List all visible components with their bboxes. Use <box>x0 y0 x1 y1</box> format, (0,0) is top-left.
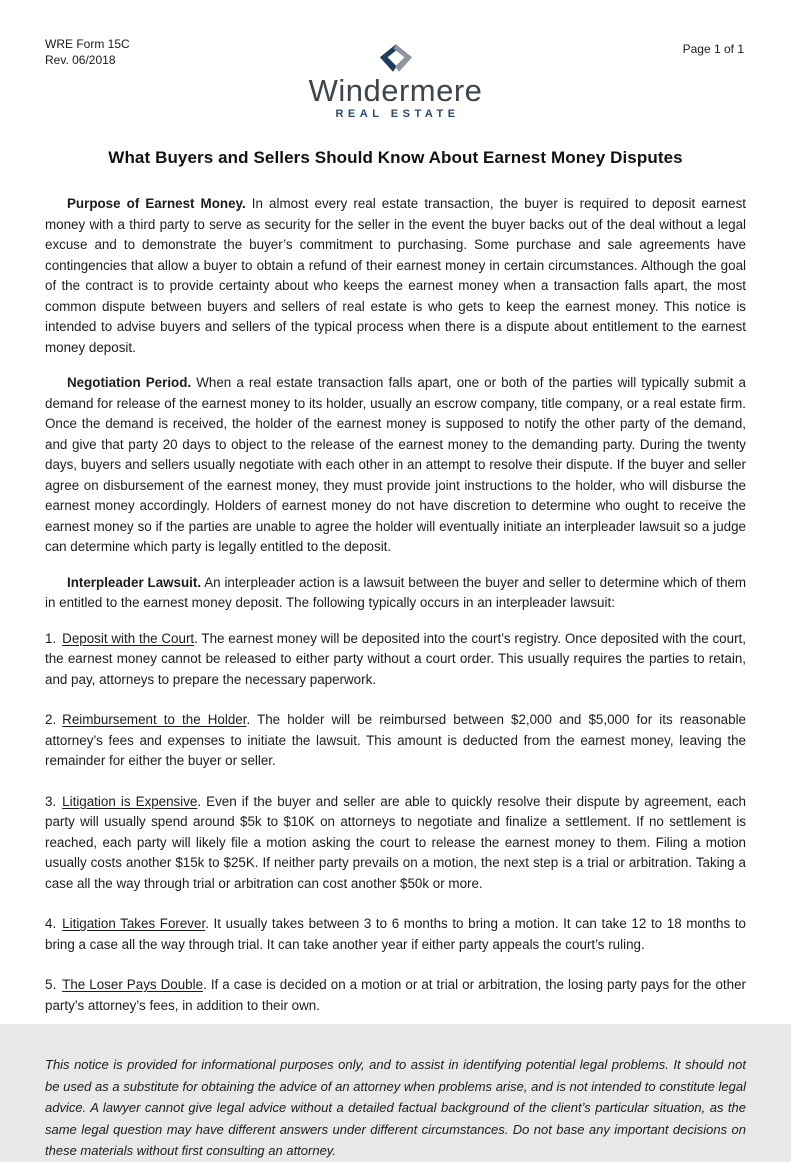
logo-brand-name: Windermere <box>308 73 483 108</box>
paragraph-negotiation-period <box>45 373 746 558</box>
paragraph-lead: Negotiation Period. <box>67 375 192 390</box>
paragraph-text: In almost every real estate transaction, the buyer is required to deposit earnest money with a third party to serve as security for the seller in the event the buyer backs out of the deal without a legal excuse and to demonstrate the buyer’s commitment to purchasing. Some purchase and sale agreements have contingencies that allow a buyer to obtain a refund of their earnest money in certain circumstances. Although the goal of the contract is to provide certainty about who keeps the earnest money when a transaction falls apart, the most common dispute between buyers and sellers of real estate is who gets to keep the earnest money. This notice is intended to advise buyers and sellers of the typical process when there is a dispute about entitlement to the earnest money deposit. <box>45 196 746 355</box>
legal-disclaimer: This notice is provided for informational purposes only, and to assist in identifying potential legal problems. It should not be used as a substitute for obtaining the advice of an attorney when problems arise, and is not intended to constitute legal advice. A lawyer cannot give legal advice without a detailed factual background of the client’s particular situation, as the same legal question may have different answers under different circumstances. Do not base any important decisions on these materials without first consulting an attorney. <box>45 1057 746 1158</box>
list-item-text: . It usually takes between 3 to 6 months to bring a motion. It can take 12 to 18 months to bring a case all the way through trial. It can take another year if either party appeals the court’s ruling. <box>45 916 746 952</box>
list-item-litigation-is-expensive <box>45 792 746 895</box>
windermere-diamond-w-icon <box>373 42 419 74</box>
list-item-heading: Litigation Takes Forever <box>62 916 206 931</box>
list-item-heading: Reimbursement to the Holder <box>62 712 247 727</box>
list-item-loser-pays-double <box>45 975 746 1016</box>
logo-tagline: REAL ESTATE <box>335 108 460 120</box>
page-header <box>45 34 746 122</box>
paragraph-purpose-of-earnest-money <box>45 194 746 358</box>
paragraph-lead: Interpleader Lawsuit. <box>67 574 202 590</box>
list-item-text: . The holder will be reimbursed between $2,000 and $5,000 for its reasonable attorney’s fees and expenses to initiate the lawsuit. This amount is deducted from the earnest money, leaving the remainder for either the buyer or seller. <box>45 712 746 768</box>
paragraph-text: An interpleader action is a lawsuit between the buyer and seller to determine which of them in entitled to the earnest money deposit. The following typically occurs in an interpleader lawsuit: <box>45 574 746 610</box>
list-item-litigation-takes-forever <box>45 914 746 955</box>
list-item-number: 3. <box>45 793 57 809</box>
form-identification <box>45 36 130 68</box>
list-item-reimbursement-to-holder <box>45 710 746 772</box>
form-number: WRE Form 15C <box>45 37 130 51</box>
document-title: What Buyers and Sellers Should Know About Earnest Money Disputes <box>108 148 683 167</box>
list-item-number: 5. <box>45 977 57 992</box>
list-item-text: . If a case is decided on a motion or at trial or arbitration, the losing party pays for the other party’s attorney’s fees, in addition to their own. <box>45 977 747 1013</box>
list-item-text: . Even if the buyer and seller are able to quickly resolve their dispute by agreement, each party will usually spend around $5k to $10K on attorneys to negotiate and finalize a settlement. If no settlement is reached, each party will likely file a motion asking the court to release the earnest money to them. Filing a motion usually costs another $15k to $25K. If neither party prevails on a motion, the next step is a trial or arbitration. Taking a case all the way through trial or arbitration can cost another $50k or more. <box>45 793 746 891</box>
list-item-heading: Deposit with the Court <box>62 630 195 646</box>
paragraph-text: When a real estate transaction falls apart, one or both of the parties will typically submit a demand for release of the earnest money to its holder, usually an escrow company, title company, or a real estate firm. Once the demand is received, the holder of the earnest money is supposed to notify the other party of the demand, and give that party 20 days to object to the release of the earnest money to the demanding party. During the twenty days, buyers and sellers usually negotiate with each other in an attempt to resolve their dispute. If the buyer and seller agree on disbursement of the earnest money, they must provide joint instructions to the holder, who will disburse the earnest money accordingly. Holders of earnest money do not have discretion to determine who ought to receive the earnest money so if the parties are unable to agree the holder will eventually initiate an interpleader lawsuit so a judge can determine which party is legally entitled to the deposit. <box>45 375 746 554</box>
list-item-text: . The earnest money will be deposited into the court’s registry. Once deposited with the court, the earnest money cannot be released to either party without a court order. This usually requires the parties to retain, and pay, attorneys to prepare the necessary paperwork. <box>45 630 746 687</box>
form-revision: Rev. 06/2018 <box>45 53 116 67</box>
paragraph-interpleader-lawsuit <box>45 573 746 614</box>
list-item-deposit-with-court <box>45 629 746 691</box>
list-item-number: 1. <box>45 630 57 646</box>
list-item-heading: Litigation is Expensive <box>62 793 198 809</box>
paragraph-lead: Purpose of Earnest Money. <box>67 196 246 211</box>
list-item-number: 4. <box>45 916 57 931</box>
list-item-heading: The Loser Pays Double <box>62 977 204 992</box>
windermere-logo <box>286 42 506 120</box>
page-number-label: Page 1 of 1 <box>682 42 744 56</box>
list-item-number: 2. <box>45 712 57 727</box>
